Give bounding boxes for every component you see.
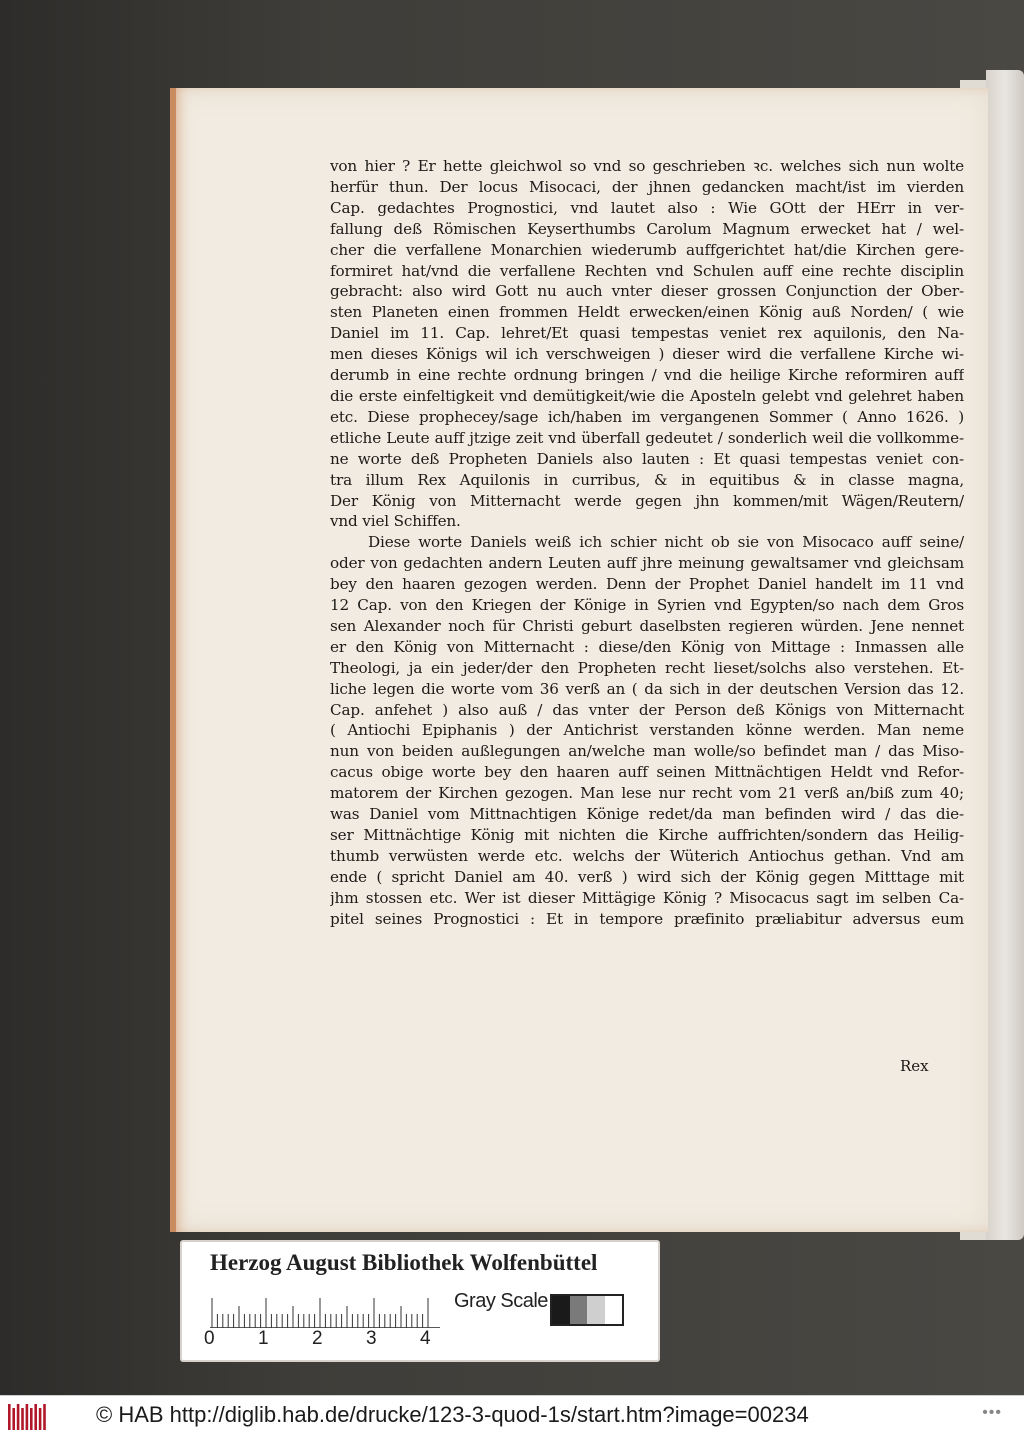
text-line: tra illum Rex Aquilonis in curribus, & in equitibus & in classe magna, — [330, 470, 964, 489]
text-line: men dieses Königs wil ich verschweigen ) dieser wird die verfallene Kirche wi- — [330, 345, 964, 364]
viewer-footer — [0, 1395, 1024, 1438]
gray-swatch-cell — [587, 1296, 605, 1324]
logo-bar — [26, 1404, 29, 1430]
text-line: derumb in eine rechte ordnung bringen / vnd die heilige Kirche reformiren auff — [330, 366, 964, 385]
text-line: cacus obige worte bey den haaren auff seinen Mittnächtigen Heldt vnd Refor- — [330, 763, 964, 782]
logo-bar — [43, 1404, 46, 1430]
text-line: von hier ? Er hette gleichwol so vnd so geschrieben ꝛc. welches sich nun wolte — [330, 157, 964, 175]
ruler-number: 4 — [420, 1328, 431, 1349]
library-scale-card — [180, 1240, 660, 1362]
page-body-text — [330, 156, 964, 930]
page-gutter-edge — [170, 88, 176, 1232]
text-line: er den König von Mitternacht : diese/den König von Mittage : Inmassen alle — [330, 637, 964, 656]
ruler-number: 3 — [366, 1328, 377, 1349]
text-line: sen Alexander noch für Christi geburt daselbsten regieren würden. Jene nennet — [330, 616, 964, 635]
copyright-url[interactable]: © HAB http://diglib.hab.de/drucke/123-3-quod-1s/start.htm?image=00234 — [96, 1402, 809, 1427]
text-line: thumb verwüsten werde etc. welchs der Wüterich Antiochus gethan. Vnd am — [330, 846, 964, 865]
text-line: herfür thun. Der locus Misocaci, der jhnen gedancken macht/ist im vierden — [330, 177, 964, 196]
text-line: sten Planeten einen frommen Heldt erwecken/einen König auß Norden/ ( wie — [330, 303, 964, 322]
ruler-number: 2 — [312, 1328, 323, 1349]
catchword: Rex — [900, 1057, 929, 1075]
measurement-ruler — [210, 1292, 440, 1328]
logo-bar — [39, 1408, 42, 1430]
text-line: gebracht: also wird Gott nu auch vnter dieser grossen Conjunction der Ober- — [330, 282, 964, 301]
gray-swatch-cell — [552, 1296, 570, 1324]
text-line: was Daniel vom Mittnachtigen Könige redet/da man befinden wird / das die- — [330, 805, 964, 824]
text-line: pitel seines Prognostici : Et in tempore præfinito præliabitur adversus eum — [330, 909, 964, 928]
ruler-number: 0 — [204, 1328, 215, 1349]
text-line: Daniel im 11. Cap. lehret/Et quasi tempestas veniet rex aquilonis, den Na- — [330, 324, 964, 343]
text-line: etliche Leute auff jtzige zeit vnd überfall gedeutet / sonderlich weil die vollkomme- — [330, 428, 964, 447]
text-line: matorem der Kirchen gezogen. Man lese nur recht vom 21 verß an/biß zum 40; — [330, 784, 964, 803]
text-line: nun von beiden außlegungen an/welche man wolle/so befindet man / das Miso- — [330, 742, 964, 761]
text-line: 12 Cap. von den Kriegen der Könige in Syrien vnd Egypten/so nach dem Gros — [330, 596, 964, 615]
text-line: ( Antiochi Epiphanis ) der Antichrist verstanden könne werden. Man neme — [330, 721, 964, 740]
text-line: jhm stossen etc. Wer ist dieser Mittägige König ? Misocacus sagt im selben Ca- — [330, 888, 964, 907]
text-line: Theologi, ja ein jeder/der den Propheten recht lieset/solchs also verstehen. Et- — [330, 658, 964, 677]
text-line: bey den haaren gezogen werden. Denn der Prophet Daniel handelt im 11 vnd — [330, 575, 964, 594]
text-line: Cap. anfehet ) also auß / das vnter der Person deß Königs von Mitternacht — [330, 700, 964, 719]
text-line: Der König von Mitternacht werde gegen jhn kommen/mit Wägen/Reutern/ — [330, 491, 964, 510]
logo-bar — [21, 1408, 24, 1430]
logo-bar — [12, 1408, 15, 1430]
text-line: Diese worte Daniels weiß ich schier nicht ob sie von Misocaco auff seine/ — [368, 533, 964, 552]
gray-swatch-cell — [605, 1296, 623, 1324]
text-line: etc. Diese prophecey/sage ich/haben im vergangenen Sommer ( Anno 1626. ) — [330, 407, 964, 426]
logo-bar — [34, 1404, 37, 1430]
gray-scale-swatch — [550, 1294, 624, 1326]
logo-bar — [8, 1404, 11, 1430]
text-line: cher die verfallene Monarchien wiederumb auffgerichtet hat/die Kirchen gere- — [330, 240, 964, 259]
text-line: oder von gedachten andern Leuten auff jhre meinung gewaltsamer vnd gleichsam — [330, 554, 964, 573]
text-line: Cap. gedachtes Prognostici, vnd lautet also : Wie GOtt der HErr in ver- — [330, 198, 964, 217]
text-line: ende ( spricht Daniel am 40. verß ) wird sich der König gegen Mitttage mit — [330, 867, 964, 886]
text-line: fallung deß Römischen Keyserthumbs Carolum Magnum erwecket hat / wel- — [330, 219, 964, 238]
more-options-icon[interactable]: ••• — [982, 1404, 1002, 1421]
logo-bar — [30, 1408, 33, 1430]
ruler-number: 1 — [258, 1328, 269, 1349]
text-line: die erste einfeltigkeit vnd demütigkeit/wie die Aposteln gelebt vnd gelehret haben — [330, 386, 964, 405]
text-line: ser Mittnächtige König mit nichten die Kirche auffrichten/sondern das Heilig- — [330, 826, 964, 844]
text-line: ne worte deß Propheten Daniels also lauten : Et quasi tempestas veniet con- — [330, 449, 964, 468]
gray-scale-label: Gray Scale — [454, 1290, 548, 1312]
hab-logo-icon — [8, 1402, 48, 1432]
library-name: Herzog August Bibliothek Wolfenbüttel — [210, 1250, 598, 1275]
text-line: liche legen die worte vom 36 verß an ( da sich in der deutschen Version das 12. — [330, 679, 964, 698]
text-line: formiret hat/vnd die verfallene Rechten vnd Schulen auff eine rechte disciplin — [330, 261, 964, 280]
gray-swatch-cell — [570, 1296, 588, 1324]
logo-bar — [17, 1404, 20, 1430]
text-line: vnd viel Schiffen. — [330, 512, 461, 531]
book-fore-edge — [986, 70, 1024, 1240]
